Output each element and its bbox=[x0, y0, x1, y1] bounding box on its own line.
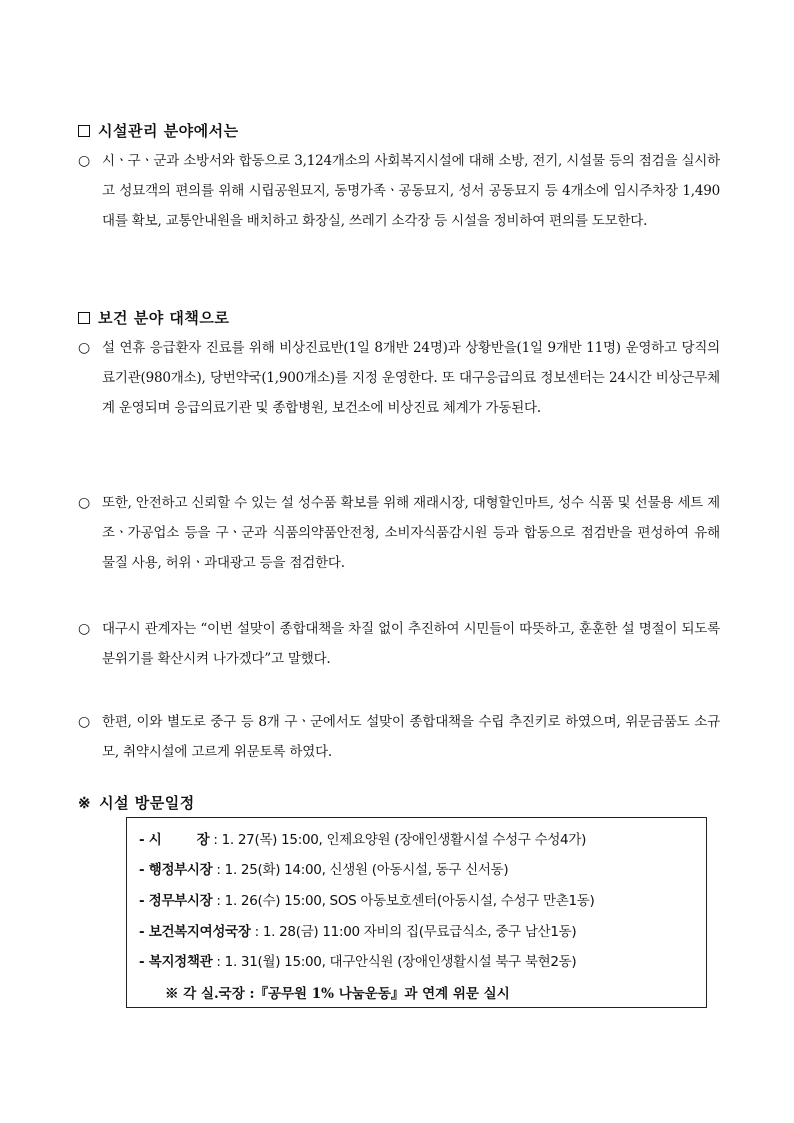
schedule-row bbox=[139, 828, 586, 848]
schedule-row bbox=[139, 858, 508, 878]
list-item bbox=[78, 488, 720, 578]
paragraph: 시ㆍ구ㆍ군과 소방서와 합동으로 3,124개소의 사회복지시설에 대해 소방, 전기, 시설물 등의 점검을 실시하고 성묘객의 편의를 위해 시립공원묘지, 동명가족ㆍ공동묘지, 성서 공동묘지 등 4개소에 임시주차장 1,490대를 확보, 교통안내원을 배치하고 화장실, 쓰레기 소각장 등 시설을 정비하여 편의를 도모한다. bbox=[102, 153, 720, 229]
list-item bbox=[78, 333, 720, 423]
schedule-row bbox=[139, 920, 576, 940]
schedule-heading-text: 시설 방문일정 bbox=[99, 794, 195, 812]
section-heading-facilities bbox=[78, 120, 239, 141]
paragraph: 또한, 안전하고 신뢰할 수 있는 설 성수품 확보를 위해 재래시장, 대형할인마트, 성수 식품 및 선물용 세트 제조ㆍ가공업소 등을 구ㆍ군과 식품의약품안전청, 소비자식품감시원 등과 합동으로 점검반을 편성하여 유해물질 사용, 허위ㆍ과대광고 등을 점검한다. bbox=[102, 495, 720, 571]
paragraph: 대구시 관계자는 “이번 설맞이 종합대책을 차질 없이 추진하여 시민들이 따뜻하고, 훈훈한 설 명절이 되도록 분위기를 확산시켜 나가겠다”고 말했다. bbox=[102, 621, 720, 667]
reference-mark-icon: ※ bbox=[78, 793, 92, 812]
schedule-detail: : 1. 28(금) 11:00 자비의 집(무료급식소, 중구 남산1동) bbox=[250, 924, 577, 940]
list-item bbox=[78, 707, 720, 767]
schedule-detail: : 1. 26(수) 15:00, SOS 아동보호센터(아동시설, 수성구 만촌1동) bbox=[212, 893, 595, 909]
schedule-role: - 정무부시장 bbox=[139, 893, 213, 909]
schedule-role: - 복지정책관 bbox=[139, 954, 213, 970]
circle-bullet-icon: ○ bbox=[78, 495, 91, 511]
schedule-role: - 행정부시장 bbox=[139, 862, 213, 878]
circle-bullet-icon: ○ bbox=[78, 340, 91, 356]
circle-bullet-icon: ○ bbox=[78, 714, 91, 730]
schedule-heading bbox=[78, 792, 195, 813]
section-heading-text: 시설관리 분야에서는 bbox=[98, 122, 239, 140]
schedule-note: ※ 각 실․국장 :『공무원 1% 나눔운동』과 연계 위문 실시 bbox=[165, 986, 510, 1002]
schedule-detail: : 1. 27(목) 15:00, 인제요양원 (장애인생활시설 수성구 수성4가) bbox=[209, 832, 587, 848]
paragraph: 설 연휴 응급환자 진료를 위해 비상진료반(1일 8개반 24명)과 상황반을(1일 9개반 11명) 운영하고 당직의료기관(980개소), 당번약국(1,900개소)를 지정 운영한다. 또 대구응급의료 정보센터는 24시간 비상근무체계 운영되며 응급의료기관 및 종합병원, 보건소에 비상진료 체계가 가동된다. bbox=[102, 340, 720, 416]
schedule-detail: : 1. 31(월) 15:00, 대구안식원 (장애인생활시설 북구 북현2동) bbox=[212, 954, 577, 970]
list-item bbox=[78, 146, 720, 236]
circle-bullet-icon: ○ bbox=[78, 153, 91, 169]
schedule-role: - 시 장 bbox=[139, 832, 210, 848]
section-heading-text: 보건 분야 대책으로 bbox=[98, 309, 230, 327]
schedule-detail: : 1. 25(화) 14:00, 신생원 (아동시설, 동구 신서동) bbox=[212, 862, 509, 878]
section-heading-health bbox=[78, 307, 229, 328]
schedule-row bbox=[139, 950, 576, 970]
circle-bullet-icon: ○ bbox=[78, 621, 91, 637]
list-item bbox=[78, 614, 720, 674]
schedule-role: - 보건복지여성국장 bbox=[139, 924, 251, 940]
checkbox-square-icon bbox=[78, 312, 90, 324]
schedule-row bbox=[139, 889, 594, 909]
checkbox-square-icon bbox=[78, 125, 90, 137]
paragraph: 한편, 이와 별도로 중구 등 8개 구ㆍ군에서도 설맞이 종합대책을 수립 추진키로 하였으며, 위문금품도 소규모, 취약시설에 고르게 위문토록 하였다. bbox=[102, 714, 720, 760]
schedule-box bbox=[126, 817, 707, 1008]
